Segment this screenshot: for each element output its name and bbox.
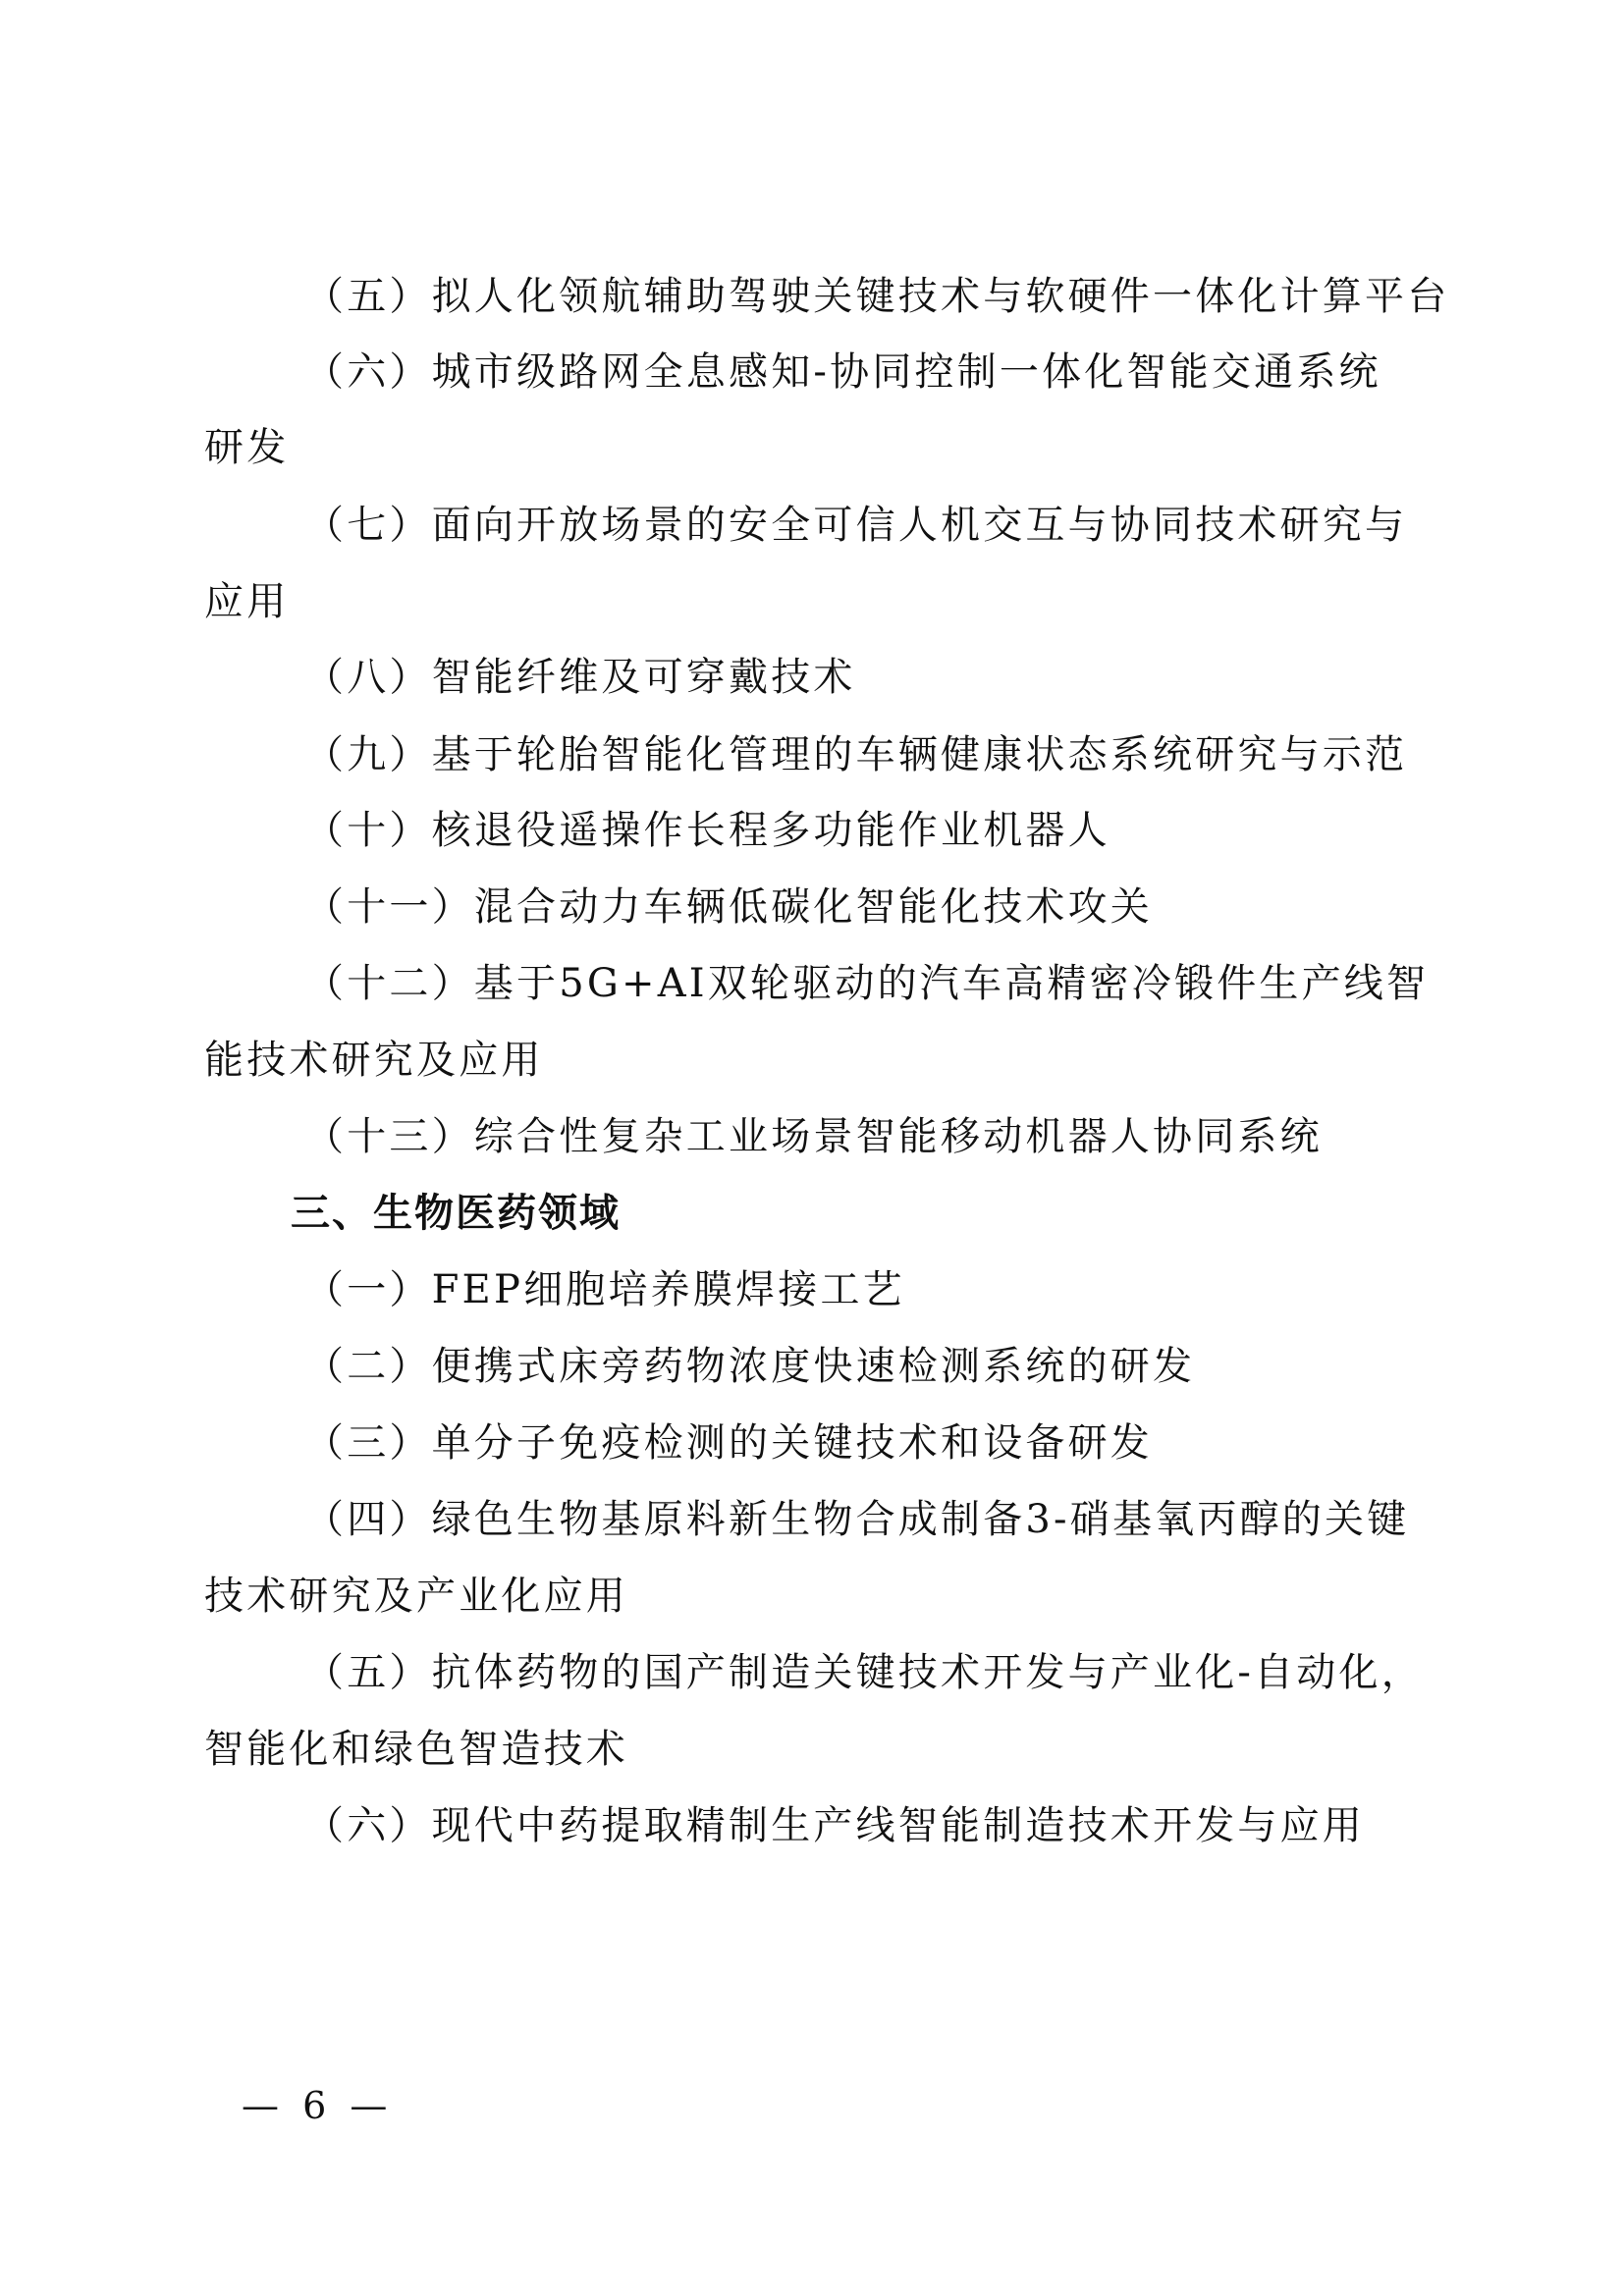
item-ai-7-continued: 应用 bbox=[204, 579, 290, 624]
item-ai-8: （八）智能纤维及可穿戴技术 bbox=[304, 655, 856, 700]
item-ai-12: （十二）基于5G+AI双轮驱动的汽车高精密冷锻件生产线智 bbox=[304, 961, 1430, 1006]
section-heading-biomedicine: 三、生物医药领域 bbox=[291, 1191, 621, 1236]
item-ai-6-continued: 研发 bbox=[204, 425, 290, 470]
item-bio-4-continued: 技术研究及产业化应用 bbox=[204, 1574, 628, 1619]
item-ai-11: （十一）混合动力车辆低碳化智能化技术攻关 bbox=[304, 884, 1153, 930]
item-ai-9: （九）基于轮胎智能化管理的车辆健康状态系统研究与示范 bbox=[304, 732, 1408, 777]
item-bio-3: （三）单分子免疫检测的关键技术和设备研发 bbox=[304, 1420, 1153, 1466]
page-number: — 6 — bbox=[242, 2084, 394, 2127]
item-bio-5-continued: 智能化和绿色智造技术 bbox=[204, 1727, 628, 1772]
item-ai-6: （六）城市级路网全息感知-协同控制一体化智能交通系统 bbox=[304, 349, 1381, 395]
item-ai-5: （五）拟人化领航辅助驾驶关键技术与软硬件一体化计算平台 bbox=[304, 274, 1450, 319]
item-ai-7: （七）面向开放场景的安全可信人机交互与协同技术研究与 bbox=[304, 503, 1408, 548]
item-ai-13: （十三）综合性复杂工业场景智能移动机器人协同系统 bbox=[304, 1114, 1323, 1159]
item-bio-2: （二）便携式床旁药物浓度快速检测系统的研发 bbox=[304, 1344, 1196, 1389]
item-bio-6: （六）现代中药提取精制生产线智能制造技术开发与应用 bbox=[304, 1803, 1365, 1848]
item-bio-1: （一）FEP细胞培养膜焊接工艺 bbox=[304, 1267, 905, 1312]
item-bio-5: （五）抗体药物的国产制造关键技术开发与产业化-自动化， bbox=[304, 1650, 1424, 1695]
item-ai-12-continued: 能技术研究及应用 bbox=[204, 1038, 544, 1083]
item-bio-4: （四）绿色生物基原料新生物合成制备3-硝基氧丙醇的关键 bbox=[304, 1497, 1410, 1542]
item-ai-10: （十）核退役遥操作长程多功能作业机器人 bbox=[304, 808, 1110, 853]
